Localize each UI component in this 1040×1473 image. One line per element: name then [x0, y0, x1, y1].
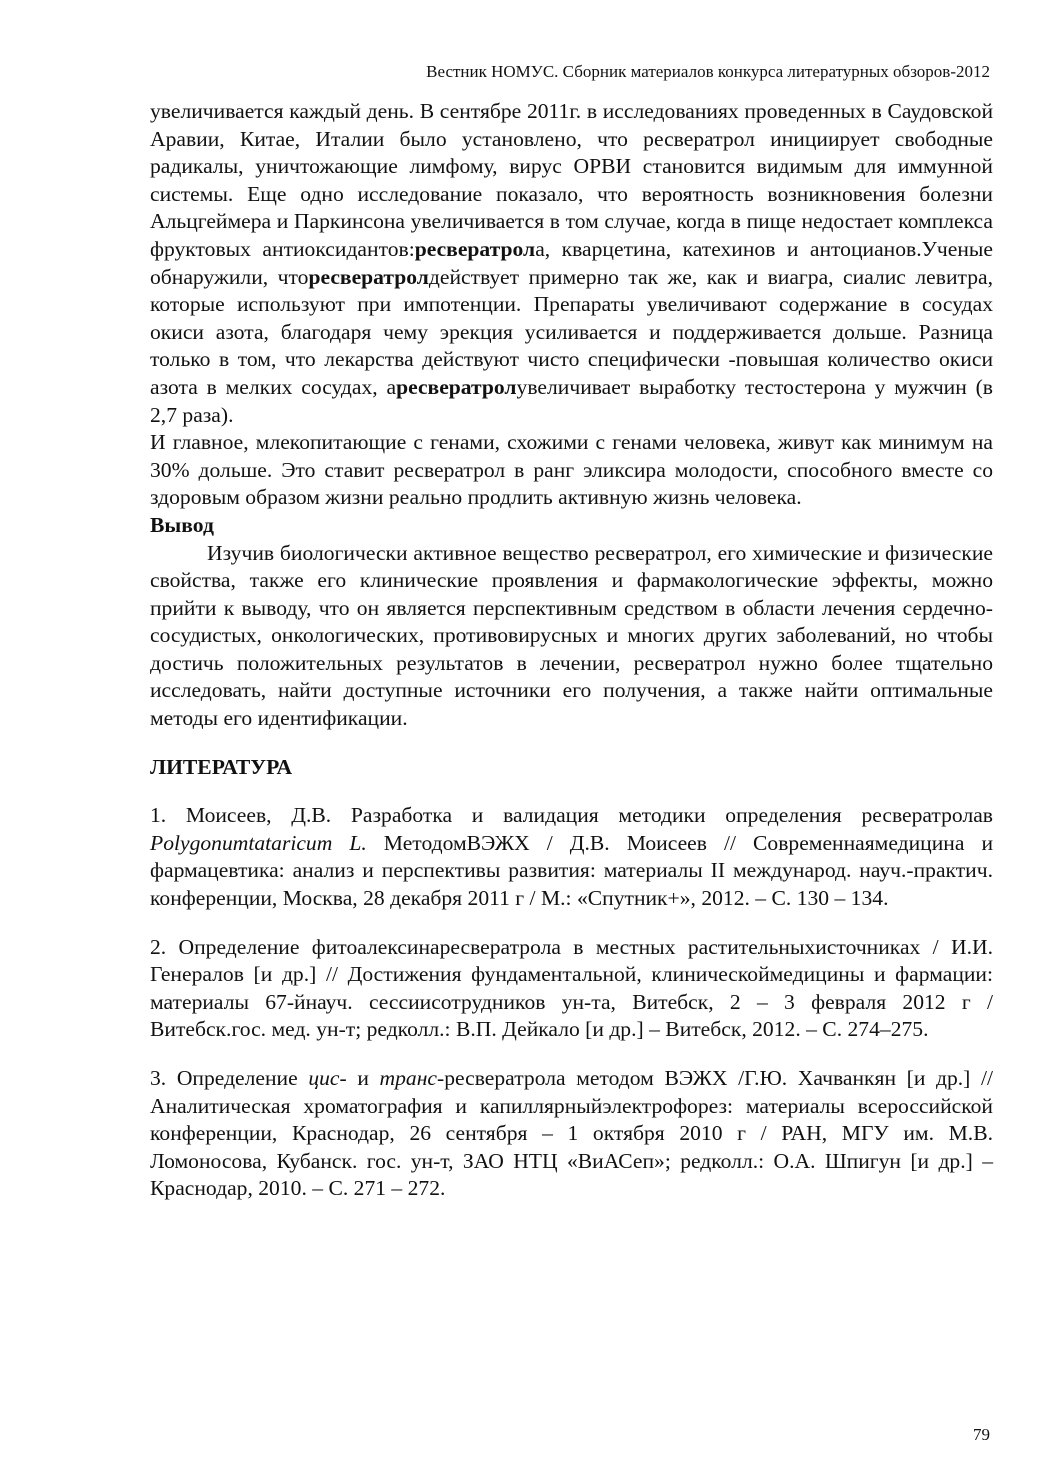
text-segment: -ресвератрола методом ВЭЖХ /Г.Ю. Хачванкян [и др.] // Аналитическая хроматография и капиллярныйэлектрофорез: материалы всероссийской конференции, Краснодар, 26 сентября – 1 октября 2010 г / РАН, МГУ им. М.В. Ломоносова, Кубанск. гос. ун-т, ЗАО НТЦ «ВиАСеп»; редколл.: О.А. Шпигун [и др.] – Краснодар, 2010. – С. 271 – 272.: [150, 1066, 993, 1201]
text-segment: увеличивает выработку тестостерона у мужчин (в 2,7 раза).: [150, 374, 993, 427]
running-header: Вестник НОМУС. Сборник материалов конкурса литературных обзоров-2012: [426, 62, 990, 81]
literature-heading: ЛИТЕРАТУРА: [150, 754, 293, 779]
reference-3: [150, 1065, 993, 1203]
text-segment: а, кварцетина, катехинов и антоцианов.Ученые обнаружили, что: [150, 236, 994, 289]
italic-term: транс: [379, 1066, 438, 1090]
text-segment: увеличивается каждый день. В сентябре 2011г. в исследованиях проведенных в Саудовской Аравии, Китае, Италии было установлено, что ресвератрол инициирует свободные радикалы, уничтожающие лимфому, вирус ОРВИ становится видимым для иммунной системы. Еще одно исследование показало, что вероятность возникновения болезни Альцгеймера и Паркинсона увеличивается в том случае, когда в пище недостает комплекса фруктовых антиоксидантов:: [150, 99, 993, 261]
text-segment: 1. Моисеев, Д.В. Разработка и валидация методики определения ресвератролав: [150, 803, 993, 828]
italic-term: Polygonumtataricum L.: [150, 830, 367, 855]
text-segment: 3. Определение: [150, 1066, 309, 1090]
bold-term: ресвератрол: [414, 236, 536, 261]
conclusion-text: Изучив биологически активное вещество ресвератрол, его химические и физические свойства, также его клинические проявления и фармакологические эффекты, можно прийти к выводу, что он является перспективным средством в области лечения сердечно-сосудистых, онкологических, противовирусных и многих других заболеваний, но чтобы достичь положительных результатов в лечении, ресвератрол нужно более тщательно исследовать, найти доступные источники его получения, а также найти оптимальные методы его идентификации.: [150, 540, 993, 731]
bold-term: ресвератрол: [396, 374, 517, 399]
text-segment: - и: [339, 1066, 380, 1090]
paragraph-longevity: И главное, млекопитающие с генами, схожими с генами человека, живут как минимум на 30% дольше. Это ставит ресвератрол в ранг эликсира молодости, способного вместе со здоровым образом жизни реально продлить активную жизнь человека.: [150, 430, 993, 510]
italic-term: цис: [308, 1066, 340, 1090]
conclusion-heading: Вывод: [150, 512, 214, 537]
page-body: [150, 98, 993, 1224]
paragraph-resveratrol-research: [150, 98, 993, 429]
bold-term: ресвератрол: [308, 264, 429, 289]
text-segment: МетодомВЭЖХ / Д.В. Моисеев // Современнаямедицина и фармацевтика: анализ и перспективы развития: материалы II международ. науч.-практич. конференции, Москва, 28 декабря 2011 г / М.: «Спутник+», 2012. – С. 130 – 134.: [150, 830, 993, 911]
reference-2: 2. Определение фитоалексинаресвератрола в местных растительныхисточниках / И.И. Генералов [и др.] // Достижения фундаментальной, клиническоймедицины и фармации: материалы 67-йнауч. сессиисотрудников ун-та, Витебск, 2 – 3 февраля 2012 г / Витебск.гос. мед. ун-т; редколл.: В.П. Дейкало [и др.] – Витебск, 2012. – С. 274–275.: [150, 934, 993, 1042]
text-segment: действует примерно так же, как и виагра, сиалис левитра, которые используют при импотенции. Препараты увеличивают содержание в сосудах окиси азота, благодаря чему эрекция усиливается и поддерживается дольше. Разница только в том, что лекарства действуют чисто специфически -повышая количество окиси азота в мелких сосудах, а: [150, 264, 993, 399]
reference-1: [150, 802, 993, 912]
page-number: 79: [973, 1425, 990, 1444]
